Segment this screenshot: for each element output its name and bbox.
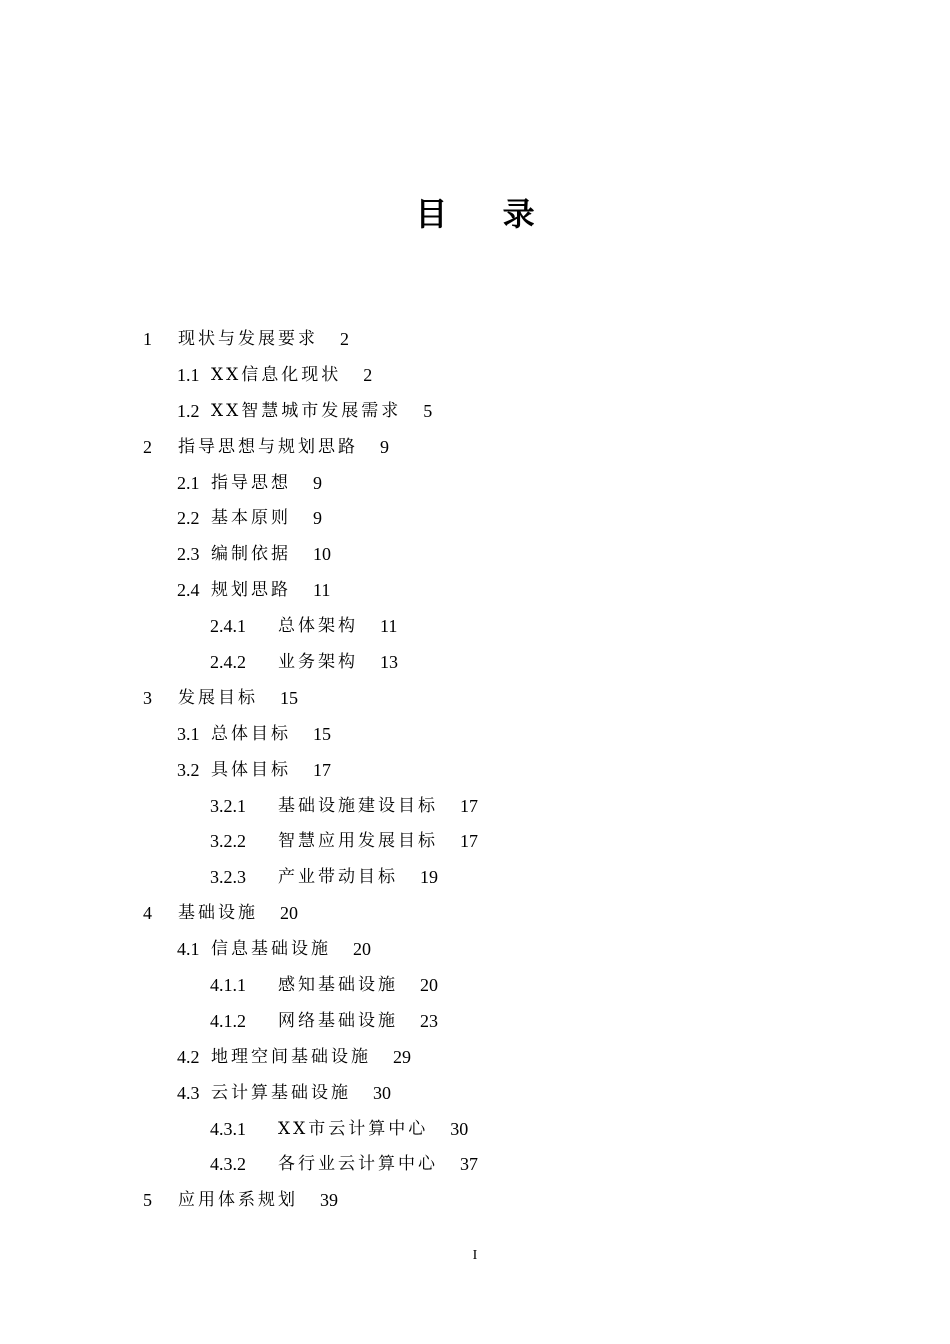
toc-entry-page: 29 <box>393 1046 411 1067</box>
toc-entry[interactable] <box>0 823 950 859</box>
toc-entry-page: 9 <box>380 436 389 457</box>
toc-entry-page: 39 <box>320 1190 338 1211</box>
toc-entry[interactable] <box>0 1075 950 1111</box>
toc-entry[interactable] <box>0 393 950 429</box>
toc-entry-text: 产业带动目标 <box>278 867 398 888</box>
toc-entry[interactable] <box>0 1182 950 1218</box>
toc-entry-text: 应用体系规划 <box>178 1190 298 1211</box>
toc-entry-number: 3 <box>143 687 152 708</box>
toc-entry-page: 30 <box>450 1118 469 1139</box>
toc-entry-text: XX市云计算中心 <box>278 1118 429 1139</box>
toc-entry-text: 网络基础设施 <box>278 1010 398 1031</box>
toc-entry-number: 4.3.2 <box>210 1154 246 1175</box>
toc-entry-page: 9 <box>313 508 322 529</box>
toc-entry-page: 17 <box>313 759 331 780</box>
toc-entry-page: 23 <box>420 1010 438 1031</box>
toc-entry-number: 2 <box>143 436 152 457</box>
toc-entry[interactable] <box>0 859 950 895</box>
toc-entry[interactable] <box>0 321 950 357</box>
toc-entry-page: 15 <box>280 687 298 708</box>
toc-entry-number: 2.4.2 <box>210 652 246 673</box>
toc-entry-number: 3.2.1 <box>210 795 246 816</box>
toc-entry[interactable] <box>0 1039 950 1075</box>
toc-entry[interactable] <box>0 788 950 824</box>
toc-entry-number: 4.2 <box>177 1046 200 1067</box>
toc-entry[interactable] <box>0 536 950 572</box>
toc-entry[interactable] <box>0 1146 950 1182</box>
toc-entry-text: 地理空间基础设施 <box>211 1046 371 1067</box>
toc-entry-number: 3.2.3 <box>210 867 246 888</box>
toc-entry-text: 编制依据 <box>211 544 291 565</box>
page-number: I <box>472 1248 478 1263</box>
toc-entry-text: 指导思想 <box>211 472 291 493</box>
toc-entry[interactable] <box>0 357 950 393</box>
toc-entry-text: 智慧应用发展目标 <box>278 831 438 852</box>
toc-entry-text: 基本原则 <box>211 508 291 529</box>
toc-entry-text: 指导思想与规划思路 <box>178 436 358 457</box>
toc-title: 目 录 <box>415 195 557 233</box>
toc-entry-page: 20 <box>420 975 438 996</box>
toc-entry-page: 17 <box>460 795 478 816</box>
toc-entry-page: 20 <box>280 903 298 924</box>
toc-entry-page: 11 <box>313 580 331 601</box>
toc-entry-page: 13 <box>380 652 398 673</box>
toc-entry-number: 4.1.1 <box>210 975 246 996</box>
toc-entry-number: 4.1.2 <box>210 1010 246 1031</box>
toc-entry-number: 2.4 <box>177 580 200 601</box>
toc-entry-text: 业务架构 <box>278 652 358 673</box>
toc-entry-text: 感知基础设施 <box>278 975 398 996</box>
toc-entry-page: 20 <box>353 939 371 960</box>
toc-entry-number: 2.2 <box>177 508 200 529</box>
toc-entry-number: 2.3 <box>177 544 200 565</box>
toc-entry-text: 具体目标 <box>211 759 291 780</box>
toc-entry-number: 1 <box>143 329 152 349</box>
toc-entry[interactable] <box>0 967 950 1003</box>
toc-entry-number: 3.1 <box>177 723 200 744</box>
toc-entry-number: 3.2 <box>177 759 200 780</box>
toc-entry[interactable] <box>0 716 950 752</box>
toc-entry[interactable] <box>0 931 950 967</box>
toc-entry-number: 4.1 <box>177 939 200 960</box>
toc-entry-page: 5 <box>423 400 433 421</box>
toc-entry-text: 基础设施 <box>178 903 258 924</box>
toc-entry[interactable] <box>0 572 950 608</box>
toc-entry-page: 37 <box>460 1154 478 1175</box>
toc-entry-page: 17 <box>460 831 478 852</box>
toc-entry-page: 11 <box>380 616 398 637</box>
toc-entry-page: 30 <box>373 1082 391 1103</box>
toc-entry-number: 2.4.1 <box>210 616 246 637</box>
toc-entry-text: 各行业云计算中心 <box>278 1154 438 1175</box>
toc-entry-text: 总体目标 <box>211 723 291 744</box>
toc-entry-number: 1.1 <box>177 364 200 385</box>
toc-entry-number: 1.2 <box>177 400 200 421</box>
toc-entry[interactable] <box>0 1003 950 1039</box>
toc-entry-page: 2 <box>363 364 373 385</box>
toc-entry[interactable] <box>0 680 950 716</box>
toc-entry-text: 基础设施建设目标 <box>278 795 438 816</box>
toc-entry-number: 4.3 <box>177 1082 200 1103</box>
toc-entry[interactable] <box>0 608 950 644</box>
toc-entry[interactable] <box>0 644 950 680</box>
toc-entry-text: 总体架构 <box>278 616 358 637</box>
toc-entry-text: 规划思路 <box>211 580 291 601</box>
toc-entry-page: 15 <box>313 723 331 744</box>
toc-entry[interactable] <box>0 1111 950 1147</box>
toc-entry-number: 3.2.2 <box>210 831 246 852</box>
toc-entry-text: 云计算基础设施 <box>211 1082 351 1103</box>
toc-entry-number: 4.3.1 <box>210 1118 246 1139</box>
toc-entry-page: 19 <box>420 867 438 888</box>
toc-entry-text: XX信息化现状 <box>211 364 342 385</box>
toc-entry-text: 信息基础设施 <box>211 939 331 960</box>
toc-entry[interactable] <box>0 500 950 536</box>
table-of-contents <box>0 321 950 1218</box>
toc-entry-text: 发展目标 <box>178 687 258 708</box>
toc-entry-page: 2 <box>340 329 349 349</box>
toc-entry-page: 10 <box>313 544 331 565</box>
toc-entry-number: 5 <box>143 1190 152 1211</box>
toc-entry[interactable] <box>0 465 950 501</box>
toc-entry-page: 9 <box>313 472 322 493</box>
toc-entry[interactable] <box>0 895 950 931</box>
toc-entry-number: 4 <box>143 903 152 924</box>
toc-entry-text: 现状与发展要求 <box>178 329 318 349</box>
toc-entry-number: 2.1 <box>177 472 200 493</box>
toc-entry-text: XX智慧城市发展需求 <box>211 400 402 421</box>
toc-entry[interactable] <box>0 752 950 788</box>
toc-entry[interactable] <box>0 429 950 465</box>
